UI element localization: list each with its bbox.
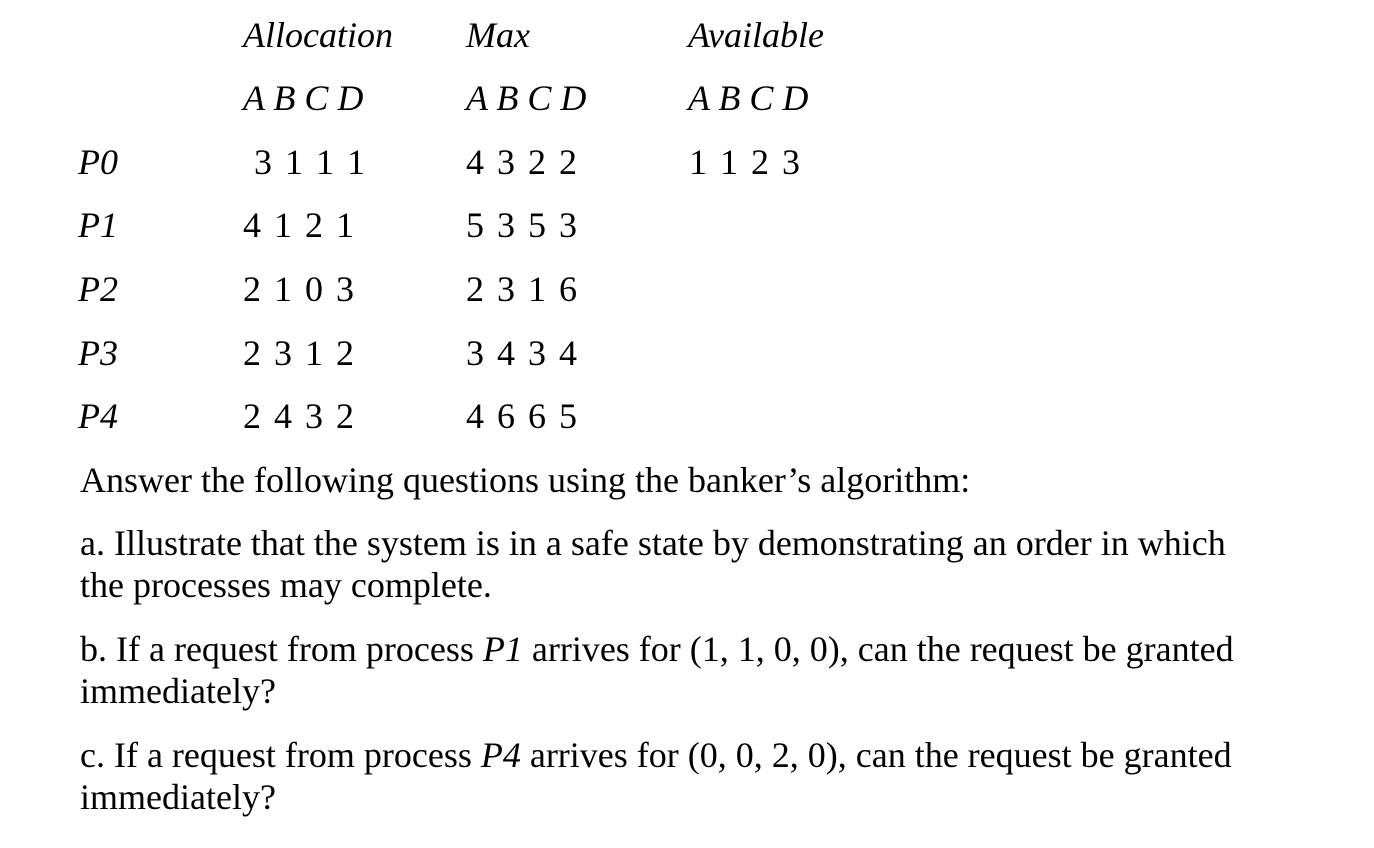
allocation-p3: 2 3 1 2 (243, 333, 356, 373)
max-p2: 2 3 1 6 (466, 269, 579, 309)
question-a-line1: a. Illustrate that the system is in a safe state by demonstrating an order in which (80, 523, 1226, 563)
max-p0: 4 3 2 2 (466, 142, 579, 182)
intro-text: Answer the following questions using the banker’s algorithm: (80, 460, 971, 500)
question-c-suffix: arrives for (0, 0, 2, 0), can the request be granted (520, 735, 1232, 775)
max-p3: 3 4 3 4 (466, 333, 579, 373)
question-c-line2: immediately? (80, 777, 276, 817)
question-b-process: P1 (482, 629, 523, 669)
question-b-suffix: arrives for (1, 1, 0, 0), can the request be granted (522, 629, 1234, 669)
question-b-line2: immediately? (80, 671, 276, 711)
max-p4: 4 6 6 5 (466, 396, 579, 436)
question-b-line1 (80, 631, 1234, 667)
allocation-p1: 4 1 2 1 (243, 205, 356, 245)
allocation-header: Allocation (243, 15, 393, 55)
allocation-resource-labels: A B C D (243, 78, 364, 118)
process-label-p2: P2 (78, 269, 118, 309)
process-label-p0: P0 (78, 142, 118, 182)
max-header: Max (466, 15, 530, 55)
process-label-p1: P1 (78, 205, 118, 245)
process-label-p4: P4 (78, 396, 118, 436)
question-a-line2: the processes may complete. (80, 565, 492, 605)
available-header: Available (688, 15, 824, 55)
max-resource-labels: A B C D (466, 78, 587, 118)
allocation-p4: 2 4 3 2 (243, 396, 356, 436)
available-value: 1 1 2 3 (689, 142, 802, 182)
question-c-process: P4 (480, 735, 521, 775)
allocation-p2: 2 1 0 3 (243, 269, 356, 309)
question-c-prefix: c. If a request from process (80, 735, 481, 775)
allocation-p0: 3 1 1 1 (254, 142, 367, 182)
available-resource-labels: A B C D (688, 78, 809, 118)
max-p1: 5 3 5 3 (466, 205, 579, 245)
process-label-p3: P3 (78, 333, 118, 373)
question-b-prefix: b. If a request from process (80, 629, 483, 669)
question-c-line1 (80, 737, 1232, 773)
